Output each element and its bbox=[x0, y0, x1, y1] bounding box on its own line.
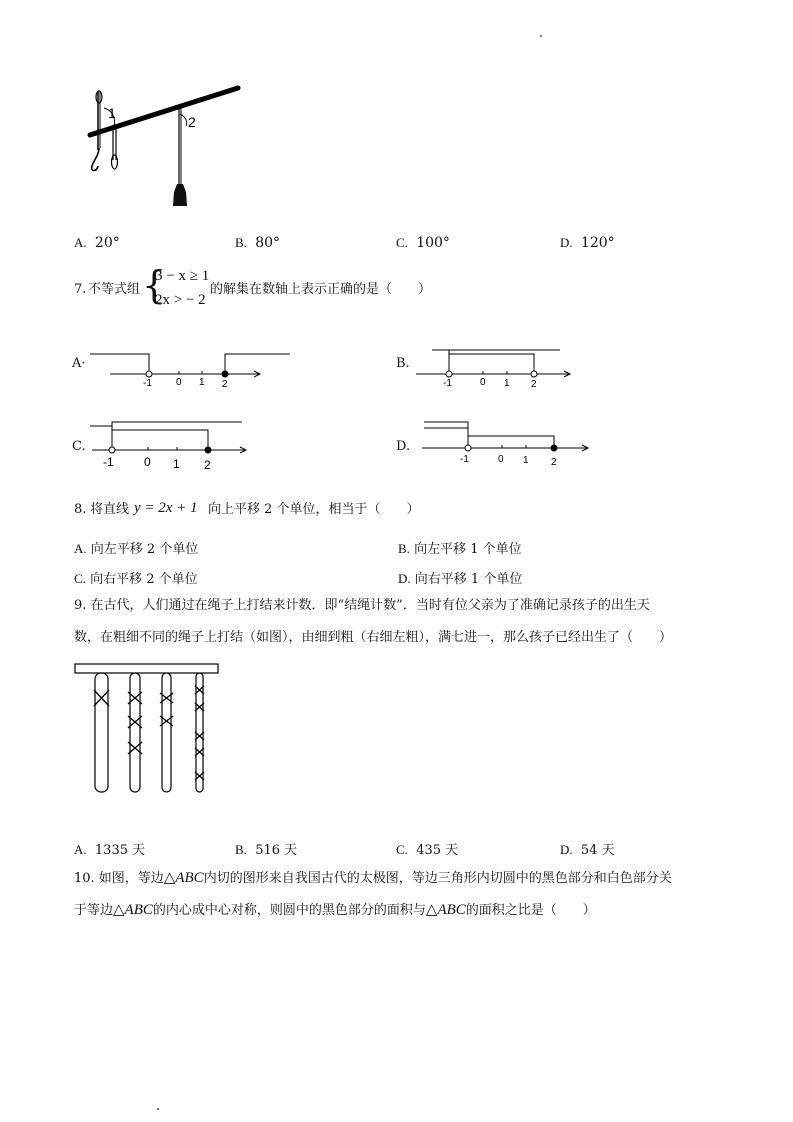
tick-label: 2 bbox=[222, 379, 228, 390]
q7-inequality-1: 3 − x ≥ 1 bbox=[155, 268, 210, 284]
q6-option-a[interactable] bbox=[74, 235, 120, 251]
q9-option-b[interactable] bbox=[235, 839, 297, 858]
tick-label: 2 bbox=[531, 379, 537, 390]
q10-text: 10. 如图，等边 bbox=[74, 871, 164, 886]
q10-line-1 bbox=[74, 871, 672, 886]
q7-option-c-numberline[interactable] bbox=[90, 414, 250, 472]
rope-thin bbox=[162, 673, 171, 792]
tick-label: -1 bbox=[143, 378, 152, 389]
option-text: 516 天 bbox=[255, 843, 298, 858]
tick-label: 2 bbox=[551, 457, 557, 468]
option-label: A. bbox=[74, 541, 87, 556]
tick-label: -1 bbox=[443, 378, 452, 389]
option-label: B. bbox=[398, 541, 410, 556]
q9-line-2: 数，在粗细不同的绳子上打结（如图），由细到粗（右细左粗），满七进一，那么孩子已经出生了（ ） bbox=[74, 630, 673, 645]
q9-option-c[interactable] bbox=[396, 839, 458, 858]
q7-number: 7. bbox=[74, 282, 87, 297]
q8-option-c[interactable] bbox=[74, 568, 198, 587]
q6-option-c[interactable] bbox=[396, 235, 450, 251]
tick-label: 0 bbox=[144, 455, 151, 469]
q6-option-label: B. bbox=[235, 235, 247, 250]
steelyard-figure bbox=[80, 80, 250, 210]
option-text: 54 天 bbox=[580, 843, 615, 858]
option-text: 向右平移 2 个单位 bbox=[90, 572, 198, 587]
angle-2-label: 2 bbox=[188, 114, 196, 130]
q9-option-d[interactable] bbox=[560, 839, 615, 858]
q10-line-2 bbox=[74, 903, 596, 918]
q8-expression: y = 2x + 1 bbox=[134, 500, 198, 516]
q7-option-a-label[interactable]: A· bbox=[72, 356, 86, 371]
option-text: 向左平移 1 个单位 bbox=[414, 542, 522, 557]
option-text: 1335 天 bbox=[94, 843, 146, 858]
q9-line-1: 9. 在古代，人们通过在绳子上打结来计数．即“结绳计数”．当时有位父亲为了准确记录孩子的出生天 bbox=[74, 598, 650, 613]
q7-option-d-numberline[interactable] bbox=[420, 414, 590, 470]
q10-text: 的面积之比是（ ） bbox=[465, 903, 596, 918]
weight-icon bbox=[173, 184, 187, 206]
q6-option-value: 20° bbox=[94, 235, 120, 251]
q7-prefix: 不等式组 bbox=[88, 282, 141, 297]
tick-label: 1 bbox=[523, 455, 529, 466]
rope-bar bbox=[75, 664, 218, 673]
tick-label: 1 bbox=[199, 377, 205, 388]
system-brace: { bbox=[142, 263, 167, 307]
q6-option-label: A. bbox=[74, 235, 87, 250]
knot-rope-figure bbox=[74, 660, 224, 800]
tick-label: 1 bbox=[504, 378, 510, 389]
rope-thick bbox=[95, 673, 108, 792]
q10-text: 内切的图形来自我国古代的太极图，等边三角形内切圆中的黑色部分和白色部分关 bbox=[203, 871, 672, 886]
q7-option-d-label[interactable]: D. bbox=[396, 439, 411, 454]
option-label: B. bbox=[235, 842, 247, 857]
tick-label: 2 bbox=[204, 458, 211, 472]
q8-number: 8. bbox=[74, 502, 87, 517]
q6-option-value: 100° bbox=[416, 235, 450, 251]
q6-option-label: D. bbox=[560, 235, 573, 250]
tick-label: 0 bbox=[176, 377, 182, 388]
triangle-abc: △ABC bbox=[163, 870, 204, 886]
option-label: D. bbox=[560, 842, 573, 857]
rope-medium bbox=[130, 673, 140, 792]
tick-label: 0 bbox=[480, 377, 486, 388]
q8-suffix: 向上平移 2 个单位，相当于（ ） bbox=[208, 502, 420, 517]
q7-option-b-numberline[interactable] bbox=[414, 340, 584, 390]
q7-inequality-2: 2x > − 2 bbox=[155, 292, 206, 308]
q6-option-value: 120° bbox=[580, 235, 615, 251]
q10-text: 的内心成中心对称，则圆中的黑色部分的面积与 bbox=[152, 903, 426, 918]
option-text: 435 天 bbox=[416, 843, 459, 858]
option-label: C. bbox=[396, 842, 408, 857]
q7-option-b-label[interactable]: B. bbox=[396, 356, 410, 371]
q6-option-b[interactable] bbox=[235, 235, 280, 251]
q6-option-d[interactable] bbox=[560, 235, 615, 251]
q7-option-a-numberline[interactable] bbox=[90, 348, 300, 390]
page-dot bbox=[540, 35, 542, 37]
tick-label: -1 bbox=[103, 455, 114, 469]
option-text: 向左平移 2 个单位 bbox=[90, 542, 199, 557]
triangle-abc: △ABC bbox=[113, 902, 153, 918]
q6-option-label: C. bbox=[396, 235, 408, 250]
q9-option-a[interactable] bbox=[74, 839, 145, 858]
page-dot bbox=[157, 1108, 159, 1110]
q8-prefix: 将直线 bbox=[90, 502, 130, 517]
q7-suffix: 的解集在数轴上表示正确的是（ ） bbox=[210, 282, 432, 297]
tick-label: 1 bbox=[173, 457, 180, 471]
q8-option-b[interactable] bbox=[398, 538, 522, 557]
q10-text: 于等边 bbox=[74, 903, 114, 918]
tick-label: -1 bbox=[460, 454, 469, 465]
option-text: 向右平移 1 个单位 bbox=[414, 572, 523, 587]
option-label: C. bbox=[74, 571, 86, 586]
angle-1-label: 1 bbox=[108, 105, 116, 121]
option-label: D. bbox=[398, 571, 411, 586]
q8-option-d[interactable] bbox=[398, 568, 522, 587]
q8-option-a[interactable] bbox=[74, 538, 198, 557]
hook-icon bbox=[92, 148, 99, 171]
q6-option-value: 80° bbox=[255, 235, 281, 251]
q7-option-c-label[interactable]: C. bbox=[72, 439, 86, 454]
option-label: A. bbox=[74, 842, 87, 857]
triangle-abc: △ABC bbox=[425, 902, 466, 918]
tick-label: 0 bbox=[498, 454, 504, 465]
